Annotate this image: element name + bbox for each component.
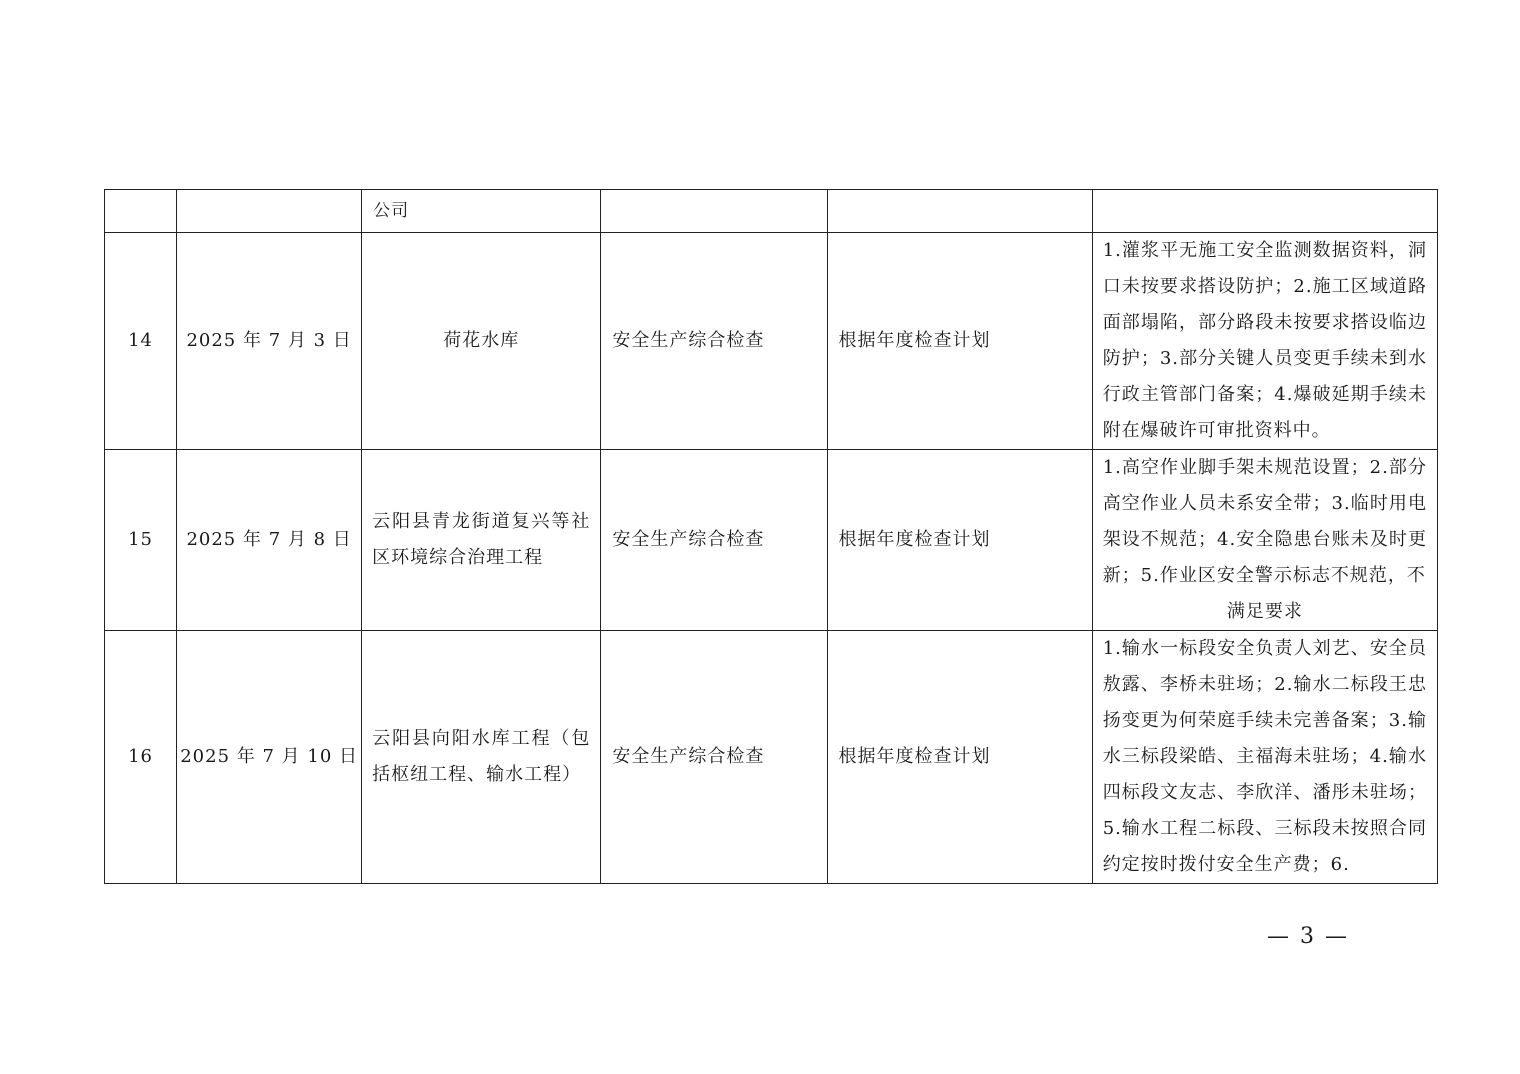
cell-date xyxy=(177,190,362,233)
row-number: 15 xyxy=(105,450,177,631)
inspection-basis: 根据年度检查计划 xyxy=(827,450,1092,631)
project-name: 云阳县向阳水库工程（包括枢纽工程、输水工程） xyxy=(362,631,601,884)
table-row xyxy=(105,233,1438,450)
issues-text: 1.灌浆平无施工安全监测数据资料，洞口未按要求搭设防护；2.施工区域道路面部塌陷，部分路段未按要求搭设临边防护；3.部分关键人员变更手续未到水行政主管部门备案；4.爆破延期手续未附在爆破许可审批资料中。 xyxy=(1102,240,1427,441)
inspection-type: 安全生产综合检查 xyxy=(601,631,827,884)
issues-found xyxy=(1092,233,1437,450)
inspection-type: 安全生产综合检查 xyxy=(601,450,827,631)
continued-project-text: 公司 xyxy=(373,201,410,221)
row-number: 14 xyxy=(105,233,177,450)
project-name: 荷花水库 xyxy=(362,233,601,450)
inspection-date: 2025 年 7 月 3 日 xyxy=(177,233,362,450)
issues-text: 1.输水一标段安全负责人刘艺、安全员敖露、李桥未驻场；2.输水二标段王忠扬变更为何荣庭手续未完善备案；3.输水三标段梁皓、主福海未驻场；4.输水四标段文友志、李欣洋、潘彤未驻场；5.输水工程二标段、三标段未按照合同约定按时拨付安全生产费；6. xyxy=(1102,638,1427,875)
table-row-continuation xyxy=(105,190,1438,233)
inspection-table xyxy=(104,189,1438,884)
table-row xyxy=(105,450,1438,631)
cell-type xyxy=(601,190,827,233)
issues-text-tail: 满足要求 xyxy=(1226,601,1303,622)
row-number: 16 xyxy=(105,631,177,884)
issues-text: 1.高空作业脚手架未规范设置；2.部分高空作业人员未系安全带；3.临时用电架设不规范；4.安全隐患台账未及时更新；5.作业区安全警示标志不规范，不 xyxy=(1102,457,1427,586)
issues-found xyxy=(1092,631,1437,884)
inspection-basis: 根据年度检查计划 xyxy=(827,631,1092,884)
issues-found xyxy=(1092,450,1437,631)
cell-project xyxy=(362,190,601,233)
page-number: — 3 — xyxy=(1267,924,1349,949)
table-row xyxy=(105,631,1438,884)
project-name: 云阳县青龙街道复兴等社区环境综合治理工程 xyxy=(362,450,601,631)
inspection-basis: 根据年度检查计划 xyxy=(827,233,1092,450)
cell-basis xyxy=(827,190,1092,233)
cell-issues xyxy=(1092,190,1437,233)
inspection-date: 2025 年 7 月 8 日 xyxy=(177,450,362,631)
inspection-type: 安全生产综合检查 xyxy=(601,233,827,450)
cell-num xyxy=(105,190,177,233)
inspection-date: 2025 年 7 月 10 日 xyxy=(177,631,362,884)
